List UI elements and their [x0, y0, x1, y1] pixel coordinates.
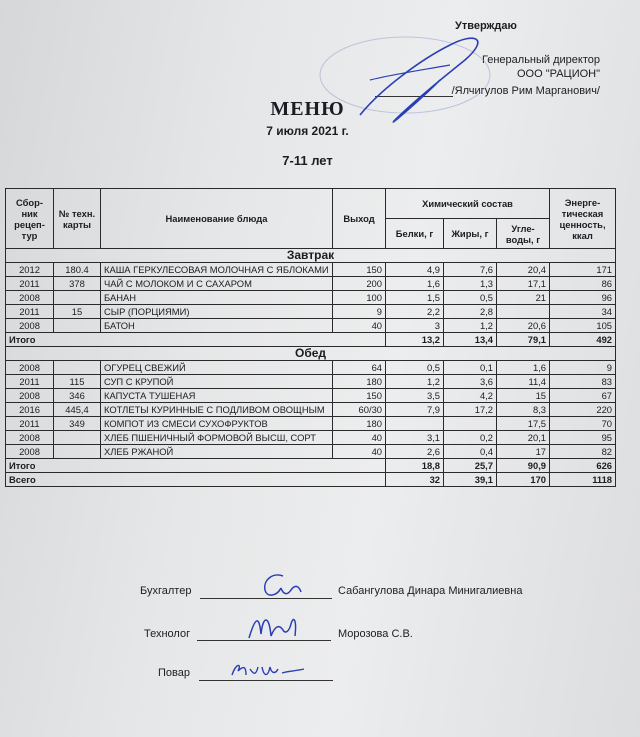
cell-yield: 180 — [333, 375, 386, 389]
approval-position: Генеральный директор — [482, 54, 600, 66]
cell-protein: 3,5 — [386, 389, 444, 403]
cell-fat: 2,8 — [444, 305, 497, 319]
cell-carbs: 20,4 — [497, 263, 550, 277]
header-collection: Сбор-ник рецеп-тур — [6, 189, 54, 249]
header-card-no: № техн. карты — [54, 189, 101, 249]
cell-collection: 2008 — [6, 319, 54, 333]
approval-person: /Ялчигулов Рим Марганович/ — [451, 85, 600, 97]
total-energy: 626 — [550, 459, 616, 473]
table-row — [6, 263, 616, 277]
cell-protein: 2,6 — [386, 445, 444, 459]
technologist-name: Морозова С.В. — [338, 628, 413, 640]
cell-yield: 40 — [333, 445, 386, 459]
cell-collection: 2011 — [6, 305, 54, 319]
table-row — [6, 305, 616, 319]
cell-protein — [386, 417, 444, 431]
cell-card-no — [54, 445, 101, 459]
cell-protein: 4,9 — [386, 263, 444, 277]
cell-dish: СУП С КРУПОЙ — [101, 375, 333, 389]
cell-yield: 200 — [333, 277, 386, 291]
cell-collection: 2008 — [6, 431, 54, 445]
director-signature-icon — [300, 20, 500, 140]
cell-carbs: 15 — [497, 389, 550, 403]
grand-total-protein: 32 — [386, 473, 444, 487]
header-fat: Жиры, г — [444, 219, 497, 249]
total-carbs: 90,9 — [497, 459, 550, 473]
cell-protein: 1,6 — [386, 277, 444, 291]
menu-date: 7 июля 2021 г. — [266, 124, 349, 138]
cell-protein: 2,2 — [386, 305, 444, 319]
cell-dish: ХЛЕБ ПШЕНИЧНЫЙ ФОРМОВОЙ ВЫСШ, СОРТ — [101, 431, 333, 445]
cell-dish: БАТОН — [101, 319, 333, 333]
grand-total-fat: 39,1 — [444, 473, 497, 487]
grand-total-label: Всего — [6, 473, 386, 487]
cell-carbs: 20,6 — [497, 319, 550, 333]
total-fat: 13,4 — [444, 333, 497, 347]
cell-dish: ЧАЙ С МОЛОКОМ И С САХАРОМ — [101, 277, 333, 291]
table-row — [6, 431, 616, 445]
section-row — [6, 249, 616, 263]
cell-carbs: 17,1 — [497, 277, 550, 291]
technologist-label: Технолог — [144, 628, 191, 640]
section-title: Обед — [6, 347, 616, 361]
cell-dish: ХЛЕБ РЖАНОЙ — [101, 445, 333, 459]
cell-card-no — [54, 291, 101, 305]
total-row — [6, 333, 616, 347]
cell-yield: 40 — [333, 431, 386, 445]
cell-energy: 95 — [550, 431, 616, 445]
table-row — [6, 361, 616, 375]
approval-heading: Утверждаю — [455, 20, 517, 32]
cell-yield: 64 — [333, 361, 386, 375]
cell-carbs: 17 — [497, 445, 550, 459]
cell-protein: 3 — [386, 319, 444, 333]
cell-yield: 100 — [333, 291, 386, 305]
cell-protein: 7,9 — [386, 403, 444, 417]
total-protein: 13,2 — [386, 333, 444, 347]
cell-fat: 7,6 — [444, 263, 497, 277]
header-energy: Энерге-тическая ценность, ккал — [550, 189, 616, 249]
cell-card-no — [54, 319, 101, 333]
section-row — [6, 347, 616, 361]
cell-energy: 34 — [550, 305, 616, 319]
cell-card-no: 15 — [54, 305, 101, 319]
cell-energy: 96 — [550, 291, 616, 305]
cell-fat: 17,2 — [444, 403, 497, 417]
cell-fat: 1,3 — [444, 277, 497, 291]
total-label: Итого — [6, 333, 386, 347]
header-carbs: Угле-воды, г — [497, 219, 550, 249]
cell-card-no: 115 — [54, 375, 101, 389]
cell-energy: 171 — [550, 263, 616, 277]
cell-yield: 40 — [333, 319, 386, 333]
table-row — [6, 417, 616, 431]
cell-energy: 82 — [550, 445, 616, 459]
cell-dish: СЫР (ПОРЦИЯМИ) — [101, 305, 333, 319]
table-row — [6, 389, 616, 403]
cell-yield: 60/30 — [333, 403, 386, 417]
cook-signature-icon — [228, 655, 308, 683]
cell-carbs: 1,6 — [497, 361, 550, 375]
accountant-name: Сабангулова Динара Минигалиевна — [338, 585, 523, 597]
cell-carbs: 21 — [497, 291, 550, 305]
cell-energy: 67 — [550, 389, 616, 403]
menu-table-body — [6, 249, 616, 487]
total-energy: 492 — [550, 333, 616, 347]
cell-carbs: 20,1 — [497, 431, 550, 445]
cell-card-no: 346 — [54, 389, 101, 403]
cell-card-no — [54, 361, 101, 375]
cell-energy: 220 — [550, 403, 616, 417]
cell-protein: 1,2 — [386, 375, 444, 389]
cell-collection: 2016 — [6, 403, 54, 417]
cell-card-no: 180.4 — [54, 263, 101, 277]
total-protein: 18,8 — [386, 459, 444, 473]
table-row — [6, 375, 616, 389]
cell-collection: 2008 — [6, 389, 54, 403]
cell-collection: 2008 — [6, 361, 54, 375]
cell-fat: 4,2 — [444, 389, 497, 403]
approval-company: ООО "РАЦИОН" — [516, 68, 600, 80]
cell-carbs — [497, 305, 550, 319]
cell-fat — [444, 417, 497, 431]
grand-total-row — [6, 473, 616, 487]
cook-label: Повар — [158, 667, 190, 679]
table-row — [6, 445, 616, 459]
cell-collection: 2011 — [6, 277, 54, 291]
cell-dish: КОТЛЕТЫ КУРИННЫЕ С ПОДЛИВОМ ОВОЩНЫМ — [101, 403, 333, 417]
table-row — [6, 319, 616, 333]
page-title: МЕНЮ — [270, 98, 345, 120]
accountant-signature-icon — [255, 570, 305, 602]
cell-fat: 0,5 — [444, 291, 497, 305]
table-row — [6, 277, 616, 291]
header-chem: Химический состав — [386, 189, 550, 219]
age-group: 7-11 лет — [282, 153, 333, 168]
cell-dish: КАПУСТА ТУШЕНАЯ — [101, 389, 333, 403]
cell-protein: 0,5 — [386, 361, 444, 375]
cell-collection: 2012 — [6, 263, 54, 277]
cell-fat: 0,4 — [444, 445, 497, 459]
section-title: Завтрак — [6, 249, 616, 263]
cell-yield: 180 — [333, 417, 386, 431]
menu-table — [5, 188, 616, 487]
cell-carbs: 8,3 — [497, 403, 550, 417]
cell-dish: КОМПОТ ИЗ СМЕСИ СУХОФРУКТОВ — [101, 417, 333, 431]
header-yield: Выход — [333, 189, 386, 249]
cell-yield: 9 — [333, 305, 386, 319]
total-fat: 25,7 — [444, 459, 497, 473]
cell-collection: 2008 — [6, 291, 54, 305]
cell-energy: 70 — [550, 417, 616, 431]
cell-energy: 9 — [550, 361, 616, 375]
cell-fat: 1,2 — [444, 319, 497, 333]
technologist-signature-icon — [245, 608, 305, 644]
cell-card-no: 349 — [54, 417, 101, 431]
cell-energy: 86 — [550, 277, 616, 291]
cell-fat: 0,2 — [444, 431, 497, 445]
accountant-label: Бухгалтер — [140, 585, 192, 597]
cell-dish: ОГУРЕЦ СВЕЖИЙ — [101, 361, 333, 375]
cell-dish: КАША ГЕРКУЛЕСОВАЯ МОЛОЧНАЯ С ЯБЛОКАМИ — [101, 263, 333, 277]
cell-fat: 0,1 — [444, 361, 497, 375]
total-row — [6, 459, 616, 473]
cell-collection: 2008 — [6, 445, 54, 459]
total-carbs: 79,1 — [497, 333, 550, 347]
cell-carbs: 17,5 — [497, 417, 550, 431]
cell-card-no: 445,4 — [54, 403, 101, 417]
cell-carbs: 11,4 — [497, 375, 550, 389]
cell-protein: 3,1 — [386, 431, 444, 445]
table-row — [6, 291, 616, 305]
cell-yield: 150 — [333, 389, 386, 403]
cell-dish: БАНАН — [101, 291, 333, 305]
grand-total-energy: 1118 — [550, 473, 616, 487]
cell-card-no — [54, 431, 101, 445]
header-dish: Наименование блюда — [101, 189, 333, 249]
grand-total-carbs: 170 — [497, 473, 550, 487]
cell-yield: 150 — [333, 263, 386, 277]
cell-fat: 3,6 — [444, 375, 497, 389]
cell-energy: 105 — [550, 319, 616, 333]
cell-card-no: 378 — [54, 277, 101, 291]
cell-protein: 1,5 — [386, 291, 444, 305]
header-protein: Белки, г — [386, 219, 444, 249]
cell-energy: 83 — [550, 375, 616, 389]
table-row — [6, 403, 616, 417]
cell-collection: 2011 — [6, 417, 54, 431]
cell-collection: 2011 — [6, 375, 54, 389]
total-label: Итого — [6, 459, 386, 473]
